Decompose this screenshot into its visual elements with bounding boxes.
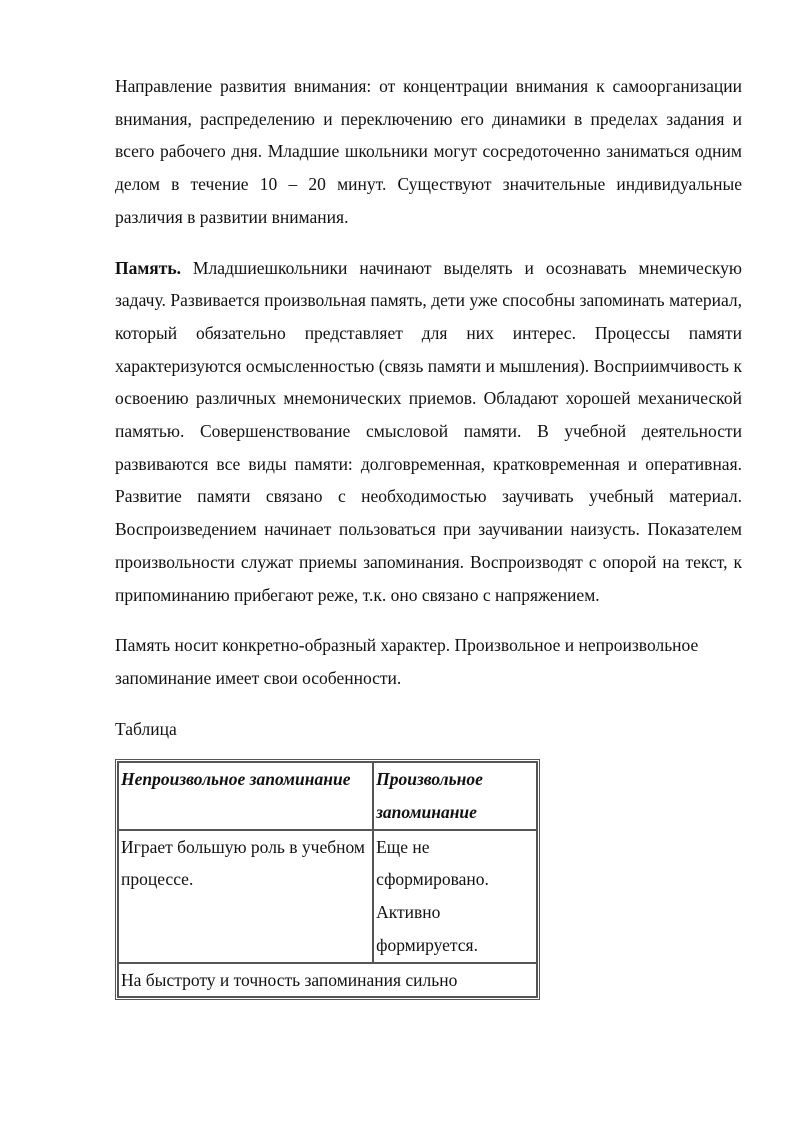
paragraph-memory-character: Память носит конкретно-образный характер. Произвольное и непроизвольное запоминание имеет свои особенности. [115,635,699,688]
table-header-cell [373,762,537,829]
header-involuntary: Непроизвольное запоминание [121,769,351,790]
table-caption: Таблица [115,718,177,739]
table-cell: Еще не сформировано. Активно формируется. [373,830,537,963]
paragraph-attention-development: Направление развития внимания: от концентрации внимания к самоорганизации внимания, распределению и переключению его динамики в пределах задания и всего рабочего дня. Младшие школьники могут сосредоточенно заниматься одним делом в течение 10 – 20 минут. Существуют значительные индивидуальные различия в развитии внимания. [115,76,742,227]
table-cell-merged: На быстроту и точность запоминания сильно [118,963,537,998]
header-voluntary: Произвольное запоминание [376,769,483,823]
table-row [118,830,537,963]
paragraph-memory [115,252,742,612]
memory-comparison-table [115,759,540,1000]
table-cell: Играет большую роль в учебном процессе. [118,830,373,963]
table-header-row [118,762,537,829]
memory-heading: Память. [115,257,181,278]
table-row [118,963,537,998]
memory-body: Младшиешкольники начинают выделять и осознавать мнемическую задачу. Развивается произвольная память, дети уже способны запоминать материал, который обязательно представляет для них интерес. Процессы памяти характеризуются осмысленностью (связь памяти и мышления). Восприимчивость к освоению различных мнемонических приемов. Обладают хорошей механической памятью. Совершенствование смысловой памяти. В учебной деятельности развиваются все виды памяти: долговременная, кратковременная и оперативная. Развитие памяти связано с необходимостью заучивать учебный материал. Воспроизведением начинает пользоваться при заучивании наизусть. Показателем произвольности служат приемы запоминания. Воспроизводят с опорой на текст, к припоминанию прибегают реже, т.к. оно связано с напряжением. [115,257,742,605]
table-header-cell [118,762,373,829]
